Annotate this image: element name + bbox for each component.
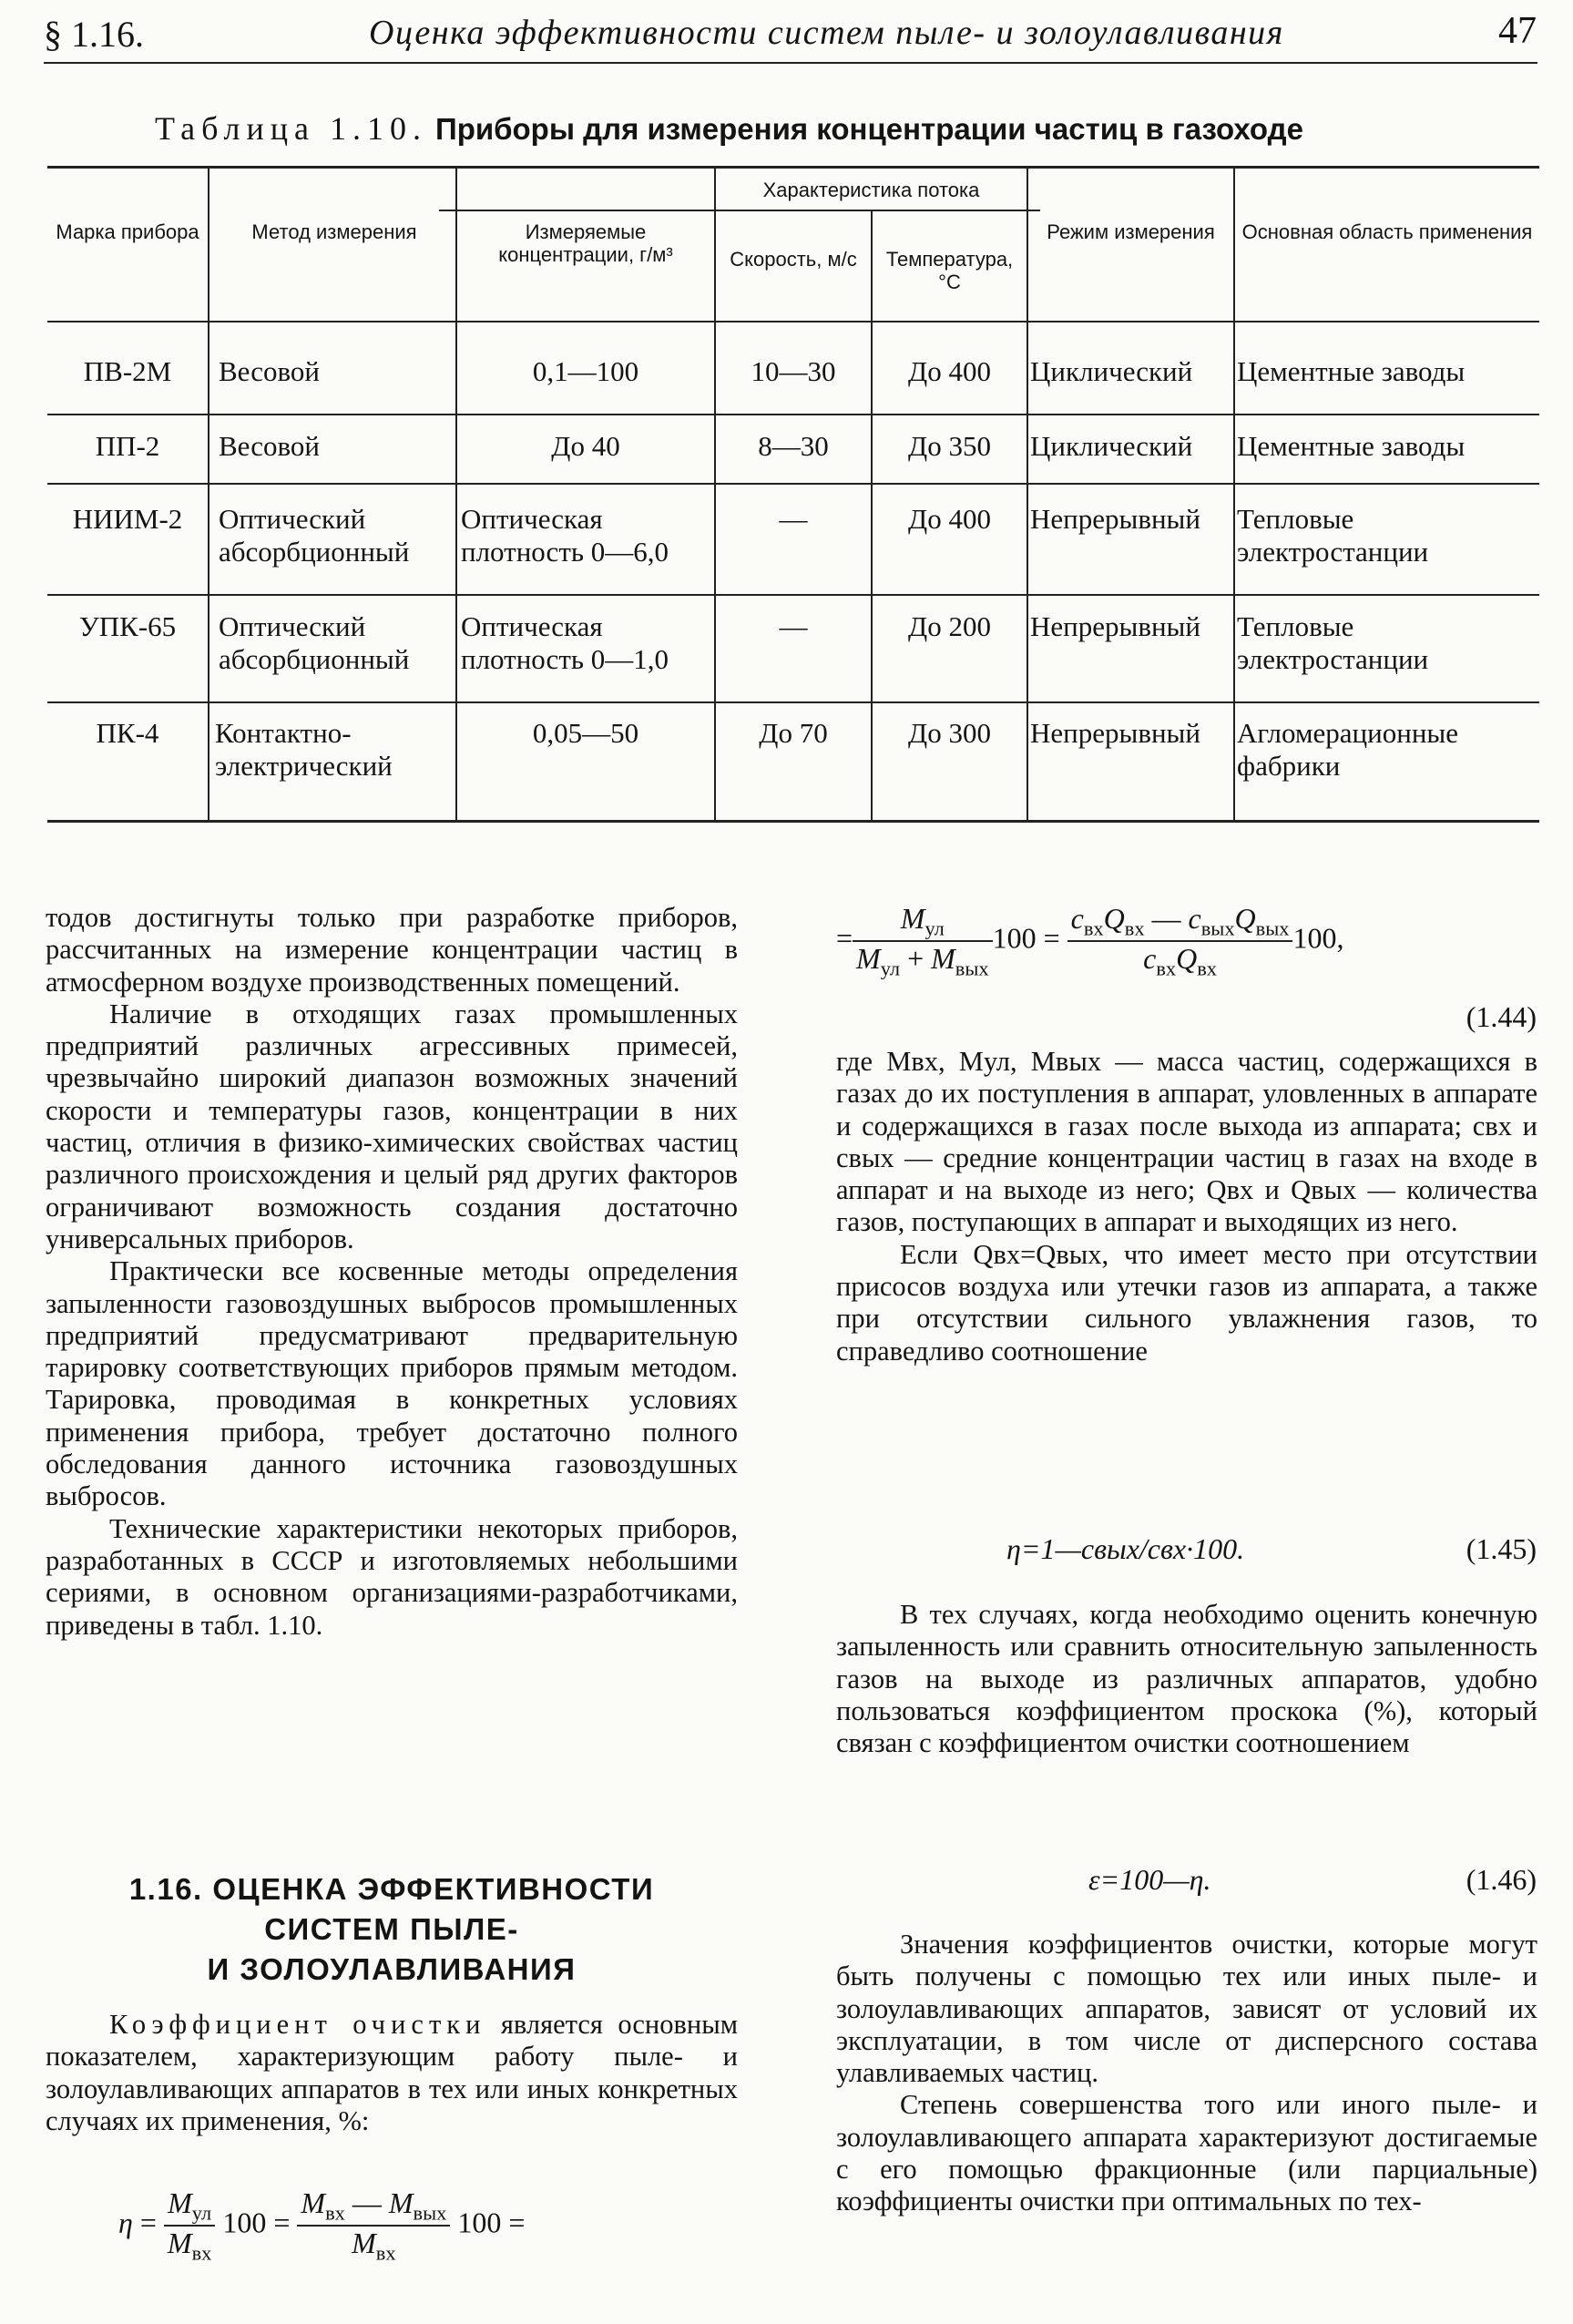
header-temperature: Температура, °С [885,248,1014,293]
table-top-rule [47,166,1539,169]
running-title: Оценка эффективности систем пыле- и золоулавливания [369,14,1284,52]
left-column [46,902,738,1642]
paragraph: Практически все косвенные методы определения запыленности газовоздушных выбросов промышленных предприятий предусматривают предварительную тарировку соответствующих приборов прямым методом. Тарировка, проводимая в конкретных условиях применения прибора, требует достаточно полного обследования данного источника газовоздушных выбросов. [46,1255,738,1512]
header-measured: Измеряемые концентрации, г/м³ [498,220,673,266]
flow-group-rule [439,210,1040,211]
header-flow-characteristics: Характеристика потока [762,179,980,201]
instruments-table: Марка прибора Метод измерения Измеряемые концентрации, г/м³ Характеристика потока Скорость, м/с Температура, °С Режим измерения Основная область применения ПВ-2М Весовой 0,1—100 10—30 До 400 Циклический Цементные заводы ПП-2 Весовой До 40 8—30 До 350 Циклический Цементные заводы НИИМ-2 Оптический абсорбционный Оптическая плотность 0—6,0 — До 400 Непрерывный Тепловые электростанции УПК-65 Оптический абсорбционный Оптическая плотность 0—1,0 — До 200 Непрерывный Тепловые электростанции ПК-4 Контактно-электрический 0,05—50 До 70 До 300 Непрерывный Агломерационные фабрики [47,166,1539,822]
paragraph: В тех случаях, когда необходимо оценить конечную запыленность или сравнить относительную запыленность газов на выходе из различных аппаратов, удобно пользоваться коэффициентом проскока (%), который связан с коэффициентом очистки соотношением [836,1599,1537,1759]
section-heading: 1.16. ОЦЕНКА ЭФФЕКТИВНОСТИ СИСТЕМ ПЫЛЕ- И ЗОЛОУЛАВЛИВАНИЯ [128,1872,655,1986]
equation-1-45: η=1—cвых/cвх·100. [1006,1532,1245,1565]
header-application: Основная область применения [1241,220,1533,243]
left-column-lower [46,2009,738,2137]
table-caption [155,109,1303,148]
paragraph: Технические характеристики некоторых приборов, разработанных в СССР и изготовляемых небольшими сериями, в основном организациями-разработчиками, приведены в табл. 1.10. [46,1512,738,1641]
header-mode: Режим измерения [1047,220,1215,243]
paragraph: тодов достигнуты только при разработке приборов, рассчитанных на измерение концентрации частиц в атмосферном воздухе производственных помещений. [46,902,738,998]
paragraph: Коэффициент очистки является основным показателем, характеризующим работу пыле- и золоулавливающих аппаратов в тех или иных конкретных случаях их применения, %: [46,2009,739,2136]
paragraph: Наличие в отходящих газах промышленных предприятий различных агрессивных примесей, чрезвычайно широкий диапазон возможных значений скорости и температуры газов, концентрации в них частиц, отличия в физико-химических свойствах частиц различного происхождения и целый ряд других факторов ограничивают возможность создания достаточно универсальных приборов. [46,998,738,1254]
header-brand: Марка прибора [56,220,199,243]
equation-1-44-part1: η = $\frac{M_{ул}}{M_{вх}}$ 100 = $\frac{M_{вх} — M_{вых}}{M_{вх}}$ 100 = [118,2186,526,2265]
equation-1-46: ε=100—η. [1088,1863,1211,1896]
equation-number: (1.45) [1466,1532,1537,1565]
header-bottom-rule [47,321,1539,322]
equation-1-44-part2: = $\frac{M_{ул}}{M_{ул} + M_{вых}}$ 100 = $\frac{c_{вх}Q_{вх} — c_{вых}Q_{вых}}{c_{вх}Q_{вх}}$ 100, [836,902,1344,980]
equation-number: (1.44) [1466,1000,1537,1033]
equation-number: (1.46) [1466,1863,1537,1896]
paragraph: Если Qвх=Qвых, что имеет место при отсутствии присосов воздуха или утечки газов из аппарата, а также при отсутствии сильного увлажнения газов, то справедливо соотношение [836,1238,1537,1367]
page-number: 47 [1498,10,1537,52]
header-speed: Скорость, м/с [730,248,857,271]
table-bottom-rule [47,820,1539,823]
paragraph: Значения коэффициентов очистки, которые могут быть получены с помощью тех или иных пыле- и золоулавливающих аппаратов, зависят от условий их эксплуатации, в том числе от дисперсного состава улавливаемых частиц. [836,1929,1537,2089]
table-caption-title: Приборы для измерения концентрации частиц в газоходе [434,112,1303,146]
right-column [836,1046,1537,1367]
table-caption-label: Таблица 1.10. [155,110,427,147]
paragraph: Степень совершенства того или иного пыле- и золоулавливающего аппарата характеризуют достигаемые с его помощью фракционные (или парциальные) коэффициенты очистки при оптимальных по тех- [836,2089,1537,2217]
right-column-lower [836,1929,1537,2218]
paragraph: где Mвх, Mул, Mвых — масса частиц, содержащихся в газах до их поступления в аппарат, уловленных в аппарате и содержащихся в газах после выхода из аппарата; cвх и cвых — средние концентрации частиц в газах на входе в аппарат и на выходе из него; Qвх и Qвых — количества газов, поступающих в аппарат и выходящих из него. [836,1046,1537,1238]
section-number: § 1.16. [44,14,144,55]
header-rule [44,62,1537,64]
header-method: Метод измерения [251,220,417,243]
right-column-middle [836,1599,1537,1759]
